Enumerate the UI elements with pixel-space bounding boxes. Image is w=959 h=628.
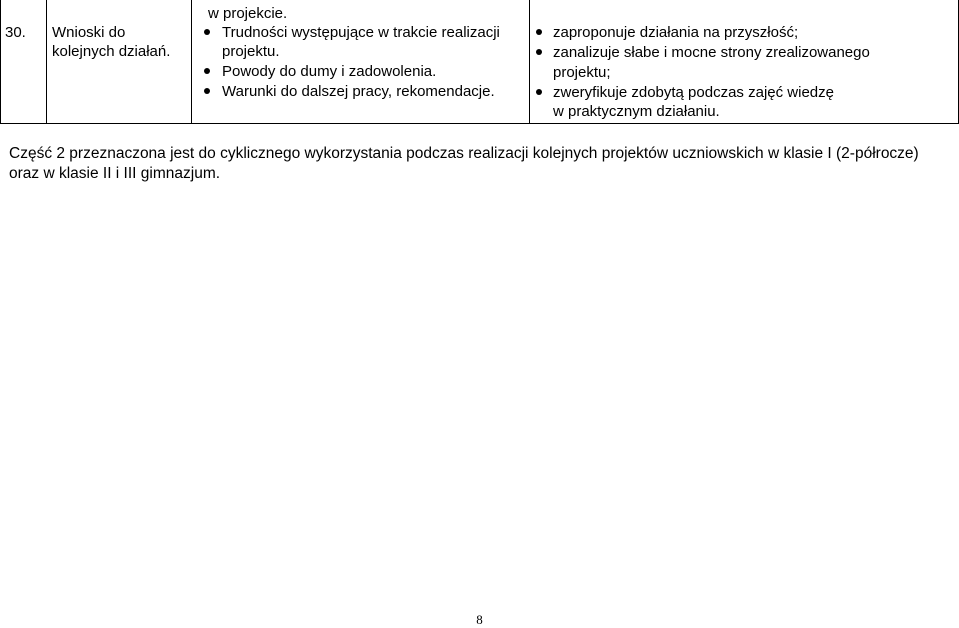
table-row [0,0,959,124]
effects-item-3-line2: w praktycznym działaniu. [553,103,720,120]
bullet-icon [536,29,542,35]
cell-name [46,0,192,123]
bullet-icon [204,88,210,94]
effects-item-1: zaproponuje działania na przyszłość; [553,24,799,41]
content-item-3: Warunki do dalszej pracy, rekomendacje. [222,83,495,100]
content-item-2: Powody do dumy i zadowolenia. [222,63,437,80]
effects-item-2-line1: zanalizuje słabe i mocne strony zrealizowanego [553,44,870,61]
bullet-icon [204,29,210,35]
bullet-icon [204,68,210,74]
cell-effects [529,0,958,123]
row-name-line1: Wnioski do [52,24,126,41]
page-number: 8 [476,612,483,627]
bullet-icon [536,89,542,95]
cell-number [1,0,47,123]
cell-content [191,0,530,123]
bullet-icon [536,49,542,55]
content-item-1-line2: projektu. [222,43,280,60]
effects-item-2-line2: projektu; [553,64,611,81]
body-paragraph: Część 2 przeznaczona jest do cyklicznego wykorzystania podczas realizacji kolejnych projektów uczniowskich w klasie I (2-półrocze) oraz w klasie II i III gimnazjum. [9,145,919,182]
row-number: 30. [5,24,26,41]
row-name-line2: kolejnych działań. [52,43,171,60]
effects-item-3-line1: zweryfikuje zdobytą podczas zajęć wiedzę [553,84,834,101]
content-top-line: w projekcie. [208,5,288,22]
content-item-1-line1: Trudności występujące w trakcie realizacji [222,24,500,41]
